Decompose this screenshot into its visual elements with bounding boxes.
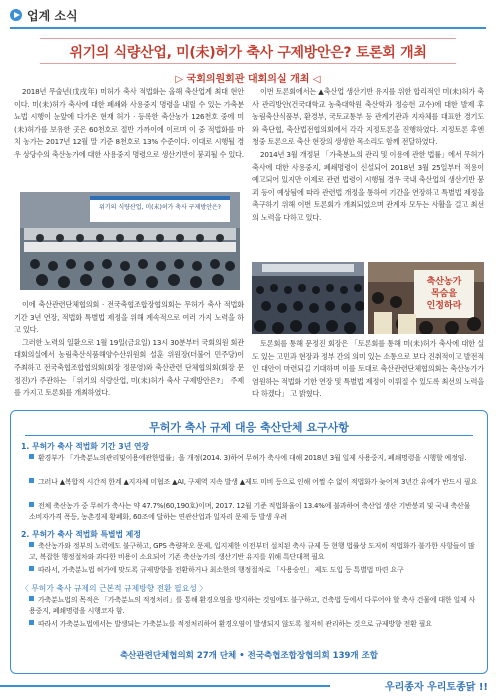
paragraph: 2014년 3월 개정된 「가축분뇨의 관리 및 이용에 관한 법률」에서 무허가 축사에 대한 사용중지, 폐쇄명령이 신설되어 2018년 3월 25일부터 적용이 예고되어 있지만 이제로 관련 법령이 시행될 경우 국내 축산업의 생산기반 붕괴 등이 예상됨에 따라 관련법 개정을 통하여 기간을 연장하고 특별법 제정을 촉구하기 위해 이번 토론회가 개최되었으며 관계자 모두는 사활을 걸고 최선의 노력을 다하고 있다. [252,149,484,222]
left-column-bottom [14,299,244,400]
photo-audience [252,262,364,334]
requests-rule [25,435,473,436]
request-heading-1: 1. 무허가 축사 적법화 기간 3년 연장 [21,442,150,451]
note-heading: 〈 무허가 축사 규제의 근본적 규제방향 전환 필요성 〉 [21,584,208,593]
left-column-top [14,86,244,162]
note-item: 따라서 가축분뇨법에서는 발생되는 가축분뇨를 적정처리하여 환경오염이 발생되지 않도록 철저히 관리하는 것으로 규제방향 전환 필요 [29,619,477,630]
paragraph: 그러한 노력의 일환으로 1월 19일(금요일) 13시 30분부터 국회의원 회관 대회의실에서 농림축산식품해양수산위원회 설훈 위원장(더불어 민주당)이 주최하고 전국축협조합협의회(회장 정문영)와 축산관련 단체협의회(회장 문정진)가 주관하는 「위기의 식량산업, 미(未)허가 축사 구제방안은?」 주제를 가지고 토론회를 개최하였다. [14,337,244,398]
requests-signature: 축산관련단체협의회 27개 단체 • 전국축협조합장협의회 139개 조합 [119,651,379,661]
paragraph: 이번 토론회에서는 ▲축산업 생산기반 유지를 위한 합리적인 미(未)허가 축사 관리방안(건국대학교 농축대학원 축산학과 정승헌 교수)에 대한 발제 후 농림축산식품부, 환경부, 국토교통부 등 관계기관과 지자체를 대표한 경기도와 축단협, 축산법전협의회에서 각각 지정토론을 진행하였다. 지정토론 후엔 청중 토론으로 축산 현장의 생생한 목소리도 함께 전달하였다. [252,87,484,147]
bullet-icon [29,596,34,601]
right-column-top [252,86,484,225]
bullet-icon [29,454,34,459]
request-heading-2: 2. 무허가 축사 적법화 특별법 제정 [21,530,141,539]
bullet-icon [29,566,34,571]
photo-protest [368,262,484,334]
sign-line-1: 축산농가 [426,277,462,287]
paragraph: 2018년 무술년(戊戌年) 미허가 축사 적법화는 올해 축산업계 최대 현안이다. 미(未)허가 축사에 대한 폐쇄와 사용중지 명령을 내릴 수 있는 가축분뇨법 시행이 눈앞에 다가온 현재 허가 · 등록한 축산농가 126천호 중에 미(未)허가를 보유한 곳은 60천호로 절반 가까이에 이르며 이 중 적법화를 마치 농가는 2017년 12월 말 기준 8천호로 13% 수준이다. 이대로 시행될 경우 상당수의 축산농가에 대한 사용중지 명령으로 생산기반이 붕괴될 수 있다. [14,87,244,159]
section-header [10,6,486,24]
paragraph: 토론회를 통해 문정진 회장은 「토론회를 통해 미(未)허가 축사에 대한 실도 있는 고민과 현장과 정부 간의 의미 있는 소통으로 보다 진취적이고 발전적인 대안이 마련되길 기대하며 이를 토대로 축산관련단체협의회는 축산농가가 염원하는 적법화 기한 연장 및 특별법 제정이 이뤄질 수 있도록 최선의 노력을 다 하겠다」 고 밝혔다. [252,339,484,399]
note-item: 가축분뇨법의 목적은 「가축분뇨의 적정처리」를 통해 환경오염을 방지하는 것임에도 불구하고, 건축법 등에서 다루어야 할 축사 건물에 대한 일제 사용중지, 폐쇄명령을 시행코자 함. [29,596,476,615]
right-column-bottom [252,338,484,401]
request-item: 그러나 ▲복합적 시간적 한계 ▲지자체 미협조 ▲AI, 구제역 지속 발생 ▲제도 미비 등으로 인해 어쩔 수 없이 적법화가 늦어져 3년간 유예가 반드시 필요 [29,477,477,488]
bullet-icon [29,502,34,507]
article-title: 위기의 식량산업, 미(未)허가 축사 구제방안은? 토론회 개최 [69,45,427,61]
requests-title: 무허가 축사 규제 대응 축산단체 요구사항 [149,421,349,434]
photo-conference [20,192,240,290]
footer-rule [0,685,330,687]
request-item: 따라서, 가축분뇨법 허가에 맞도록 규제방향을 전환하거나 최소한의 행정절차로 「사용승인」 제도 도입 등 특별법 마련 요구 [29,565,477,576]
requests-box [10,410,488,674]
header-rule [10,27,486,29]
sign-line-2: 목숨을 [430,289,458,299]
paragraph: 이에 축산관련단체협의회 · 전국축협조합장협의회는 무허가 축사 적법화 기간 3년 연장, 적법화 특별법 제정을 위해 계속적으로 여러 가지 노력을 하고 있다. [14,300,244,335]
bullet-icon [29,478,34,483]
title-rule-bottom [40,63,456,64]
footer-slogan: 우리종자 우리토종닭 !! [384,682,488,693]
bullet-icon [29,542,34,547]
section-title: 업계 소식 [27,8,78,23]
bullet-icon [29,620,34,625]
title-rule-top [40,38,456,39]
play-icon [10,9,22,21]
request-item: 환경부가 「가축분뇨의관리및이용에관한법률」을 개정(2014. 3)하여 무허가 축사에 대해 2018년 3월 일제 사용중지, 폐쇄명령을 시행할 예정임. [29,453,477,464]
sign-line-3: 인정하라 [426,301,462,311]
request-item: 전체 축산농가 중 무허가 축사는 약 47.7%(60,190호)이며, 2017. 12월 기준 적법화율이 13.4%에 불과하여 축산업 생산 기반붕괴 및 국내 축산물 소비자가격 폭등, 농촌경제 황폐화, 60조에 달하는 연관산업과 일자리 문제 등 발생 우려 [29,502,471,521]
banner-text: 위기의 식량산업, 미(未)허가 축사 구제방안은? [99,204,221,211]
request-item: 축산농가와 정부의 노력에도 불구하고, GPS 측량착오 문제, 입지제한 이전부터 설치된 축사 규제 등 현행 법률상 도저히 적법화가 불가한 사항들이 많고, 복잡한 행정절차와 과다한 비용이 소요되어 기존 축산농가의 생산기반 유지를 위해 특단대책 필요 [29,542,475,561]
article-subtitle: ▷ 국회의원회관 대회의실 개최 ◁ [175,74,321,85]
